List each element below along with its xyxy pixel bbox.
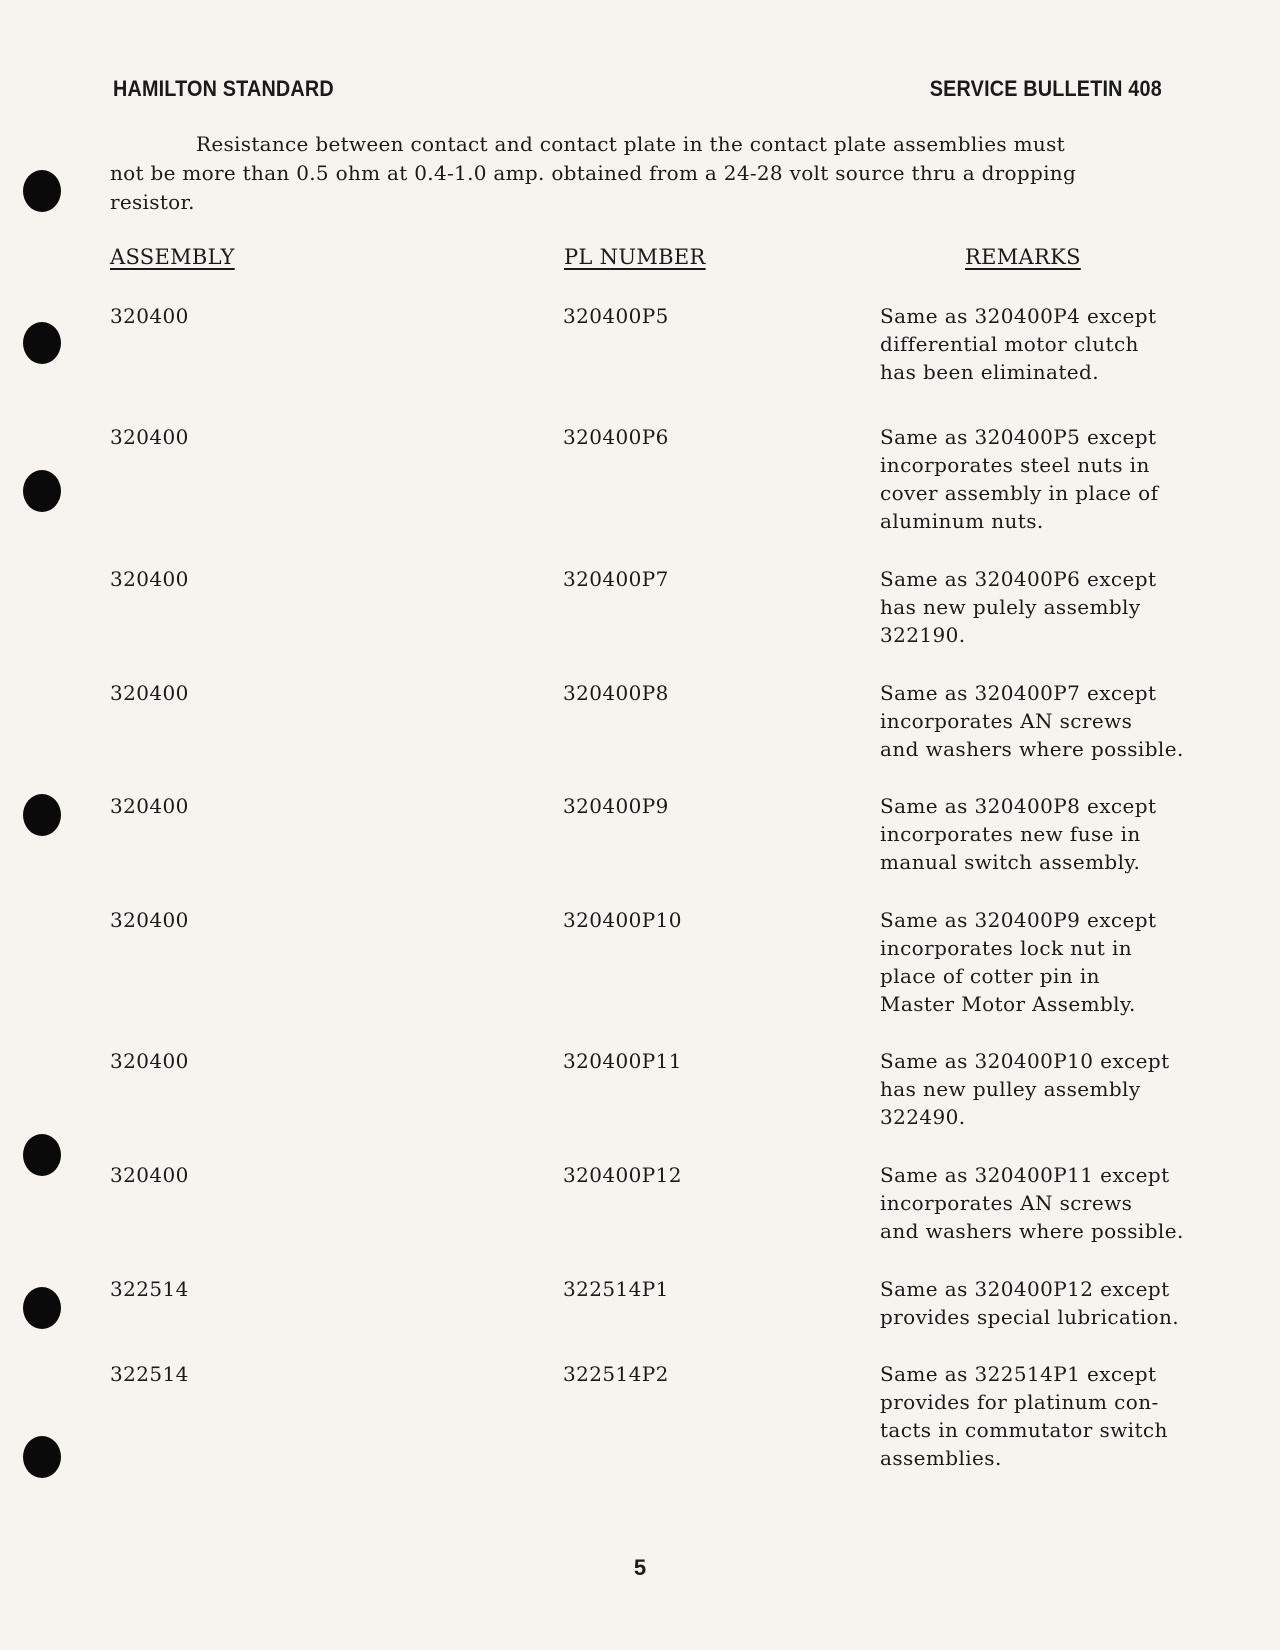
- remarks-cell: Same as 320400P12 except provides special lubrication.: [880, 1277, 1180, 1329]
- binder-hole: [23, 1134, 61, 1176]
- remarks-cell: Same as 320400P10 except has new pulley assembly 322490.: [880, 1049, 1170, 1129]
- header-company: HAMILTON STANDARD: [113, 76, 334, 101]
- assembly-cell: 320400: [110, 908, 189, 932]
- column-header-pl-number: PL NUMBER: [564, 245, 706, 269]
- binder-hole: [23, 170, 61, 212]
- intro-paragraph: [110, 130, 1200, 217]
- pl-number-cell: 322514P2: [563, 1362, 669, 1386]
- remarks-cell: Same as 320400P7 except incorporates AN screws and washers where possible.: [880, 681, 1184, 761]
- pl-number-cell: 320400P12: [563, 1163, 682, 1187]
- pl-number-cell: 320400P10: [563, 908, 682, 932]
- page-number: 5: [633, 1555, 647, 1580]
- assembly-cell: 320400: [110, 1163, 189, 1187]
- assembly-cell: 320400: [110, 567, 189, 591]
- remarks-cell: Same as 320400P9 except incorporates lock nut in place of cotter pin in Master Motor Assembly.: [880, 908, 1157, 1016]
- column-header-remarks: REMARKS: [965, 245, 1081, 269]
- pl-number-cell: 320400P6: [563, 425, 669, 449]
- pl-number-cell: 320400P9: [563, 794, 669, 818]
- binder-hole: [23, 1436, 61, 1478]
- assembly-cell: 322514: [110, 1362, 189, 1386]
- pl-number-cell: 320400P5: [563, 304, 669, 328]
- remarks-cell: Same as 320400P6 except has new pulely assembly 322190.: [880, 567, 1157, 647]
- intro-line: not be more than 0.5 ohm at 0.4-1.0 amp. obtained from a 24-28 volt source thru a dropping: [110, 161, 1077, 185]
- intro-line: resistor.: [110, 190, 195, 214]
- assembly-cell: 320400: [110, 425, 189, 449]
- remarks-cell: Same as 320400P4 except differential motor clutch has been eliminated.: [880, 304, 1157, 384]
- remarks-cell: Same as 320400P11 except incorporates AN screws and washers where possible.: [880, 1163, 1184, 1243]
- binder-hole: [23, 794, 61, 836]
- column-header-assembly: ASSEMBLY: [110, 245, 235, 269]
- pl-number-cell: 320400P11: [563, 1049, 682, 1073]
- binder-hole: [23, 322, 61, 364]
- assembly-cell: 320400: [110, 794, 189, 818]
- header-bulletin: SERVICE BULLETIN 408: [929, 76, 1162, 101]
- assembly-cell: 320400: [110, 1049, 189, 1073]
- assembly-cell: 320400: [110, 304, 189, 328]
- assembly-cell: 320400: [110, 681, 189, 705]
- assembly-cell: 322514: [110, 1277, 189, 1301]
- binder-hole: [23, 1287, 61, 1329]
- remarks-cell: Same as 320400P5 except incorporates steel nuts in cover assembly in place of aluminum nuts.: [880, 425, 1159, 533]
- remarks-cell: Same as 320400P8 except incorporates new fuse in manual switch assembly.: [880, 794, 1157, 874]
- intro-line: Resistance between contact and contact plate in the contact plate assemblies must: [196, 132, 1065, 156]
- pl-number-cell: 322514P1: [563, 1277, 669, 1301]
- remarks-cell: Same as 322514P1 except provides for platinum con- tacts in commutator switch assemblies.: [880, 1362, 1168, 1470]
- binder-hole: [23, 470, 61, 512]
- pl-number-cell: 320400P7: [563, 567, 669, 591]
- pl-number-cell: 320400P8: [563, 681, 669, 705]
